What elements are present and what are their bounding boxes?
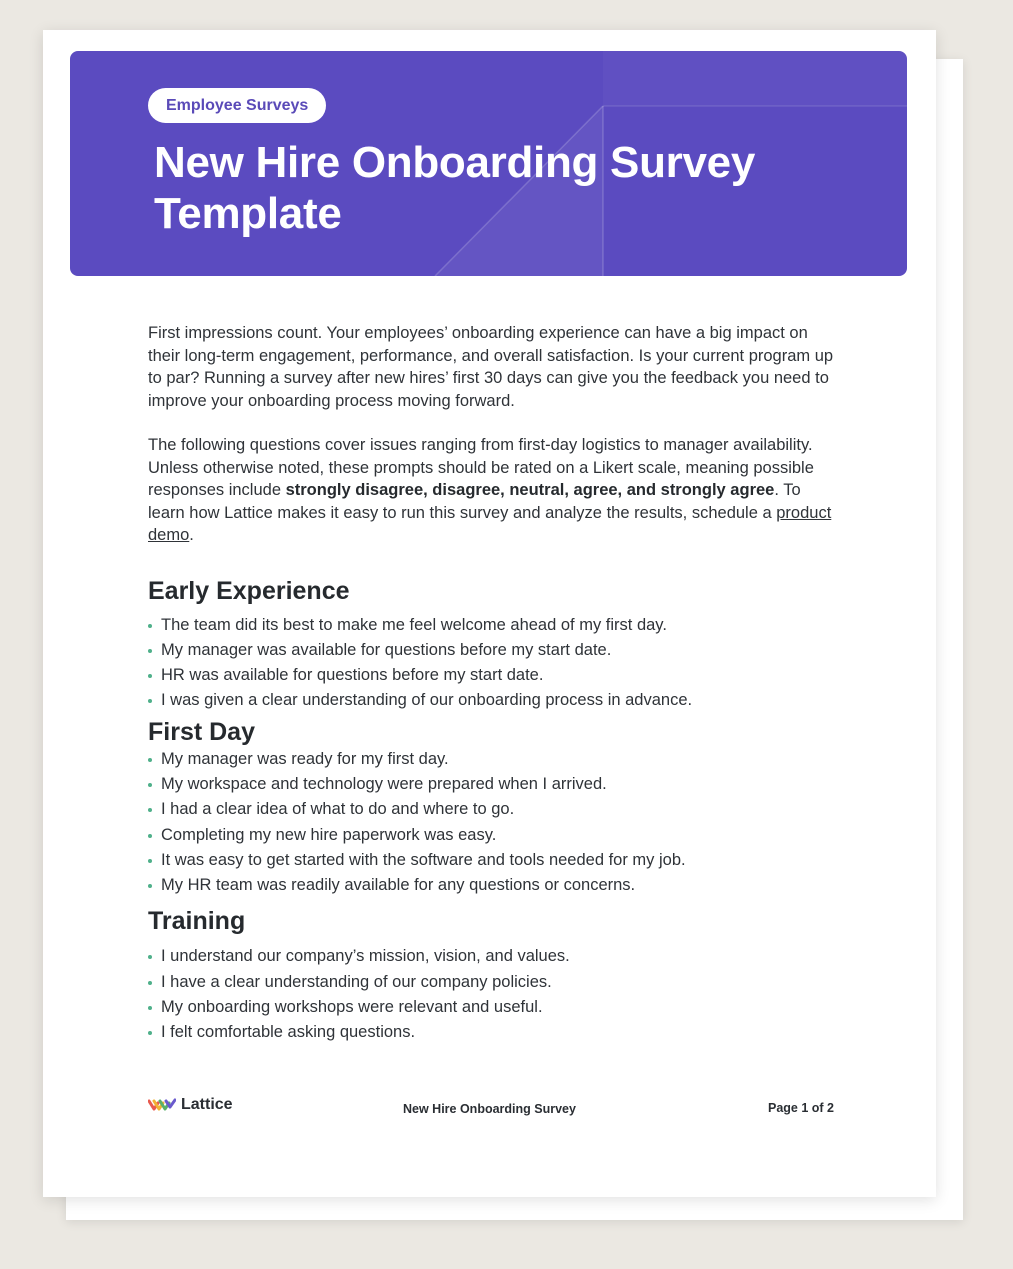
bullet-icon (148, 981, 152, 985)
list-item (148, 873, 838, 898)
bullet-icon (148, 624, 152, 628)
bullet-icon (148, 808, 152, 812)
likert-options: strongly disagree, disagree, neutral, agree, and strongly agree (285, 481, 775, 499)
question-text: My onboarding workshops were relevant and useful. (161, 998, 543, 1017)
question-text: The team did its best to make me feel welcome ahead of my first day. (161, 615, 667, 634)
question-list (148, 747, 838, 899)
question-text: I have a clear understanding of our company policies. (161, 972, 552, 991)
intro-text-before: The following questions cover issues ranging from first-day logistics to manager availability. Unless otherwise noted, these prompts should be rated on a Likert scale, meaning possible responses include (148, 436, 814, 499)
question-text: My manager was ready for my first day. (161, 749, 449, 768)
bullet-icon (148, 783, 152, 787)
question-list (148, 613, 838, 714)
logo-text: Lattice (181, 1096, 233, 1113)
question-text: I had a clear idea of what to do and where to go. (161, 800, 515, 819)
header-banner (70, 51, 907, 276)
list-item (148, 663, 838, 688)
list-item (148, 848, 838, 873)
list-item (148, 1020, 838, 1045)
question-text: I understand our company’s mission, vision, and values. (161, 947, 570, 966)
list-item (148, 823, 838, 848)
list-item (148, 772, 838, 797)
page-number: Page 1 of 2 (768, 1101, 834, 1115)
question-list (148, 944, 838, 1045)
lattice-logo-icon (148, 1096, 176, 1114)
list-item (148, 688, 838, 713)
list-item (148, 944, 838, 969)
intro-text-middle: . To learn how Lattice makes it easy to run this survey and analyze the results, schedule a (148, 481, 801, 522)
list-item (148, 613, 838, 638)
section-heading: First Day (148, 717, 255, 746)
bullet-icon (148, 649, 152, 653)
footer-document-title: New Hire Onboarding Survey (403, 1102, 576, 1116)
bullet-icon (148, 1031, 152, 1035)
lattice-logo (148, 1096, 233, 1114)
intro-text-end: . (189, 526, 194, 544)
question-text: HR was available for questions before my start date. (161, 666, 544, 685)
list-item (148, 995, 838, 1020)
bullet-icon (148, 955, 152, 959)
question-text: My manager was available for questions before my start date. (161, 640, 612, 659)
question-text: I was given a clear understanding of our onboarding process in advance. (161, 691, 693, 710)
bullet-icon (148, 834, 152, 838)
bullet-icon (148, 1006, 152, 1010)
list-item (148, 970, 838, 995)
category-tag: Employee Surveys (148, 88, 326, 123)
intro-paragraph-1: First impressions count. Your employees’ onboarding experience can have a big impact on their long-term engagement, performance, and overall satisfaction. Is your current program up to par? Running a survey after new hires’ first 30 days can give you the feedback you need to improve your onboarding process moving forward. (148, 324, 834, 410)
product-demo-link[interactable]: product demo (148, 503, 832, 544)
list-item (148, 747, 838, 772)
bullet-icon (148, 859, 152, 863)
section-heading: Early Experience (148, 576, 350, 605)
question-text: My workspace and technology were prepared when I arrived. (161, 774, 607, 793)
bullet-icon (148, 674, 152, 678)
main-content (148, 322, 838, 1046)
section-first-day (148, 717, 838, 899)
question-text: It was easy to get started with the software and tools needed for my job. (161, 850, 686, 869)
document-page (43, 30, 936, 1197)
list-item (148, 638, 838, 663)
section-early-experience (148, 576, 838, 714)
bullet-icon (148, 758, 152, 762)
section-training (148, 906, 838, 1045)
intro-paragraph-2 (148, 434, 838, 547)
list-item (148, 797, 838, 822)
question-text: I felt comfortable asking questions. (161, 1023, 416, 1042)
bullet-icon (148, 699, 152, 703)
question-text: My HR team was readily available for any questions or concerns. (161, 876, 636, 895)
page-title: New Hire Onboarding Survey Template (154, 138, 756, 238)
section-heading: Training (148, 907, 246, 936)
page-footer (148, 1096, 834, 1120)
question-text: Completing my new hire paperwork was easy. (161, 825, 497, 844)
bullet-icon (148, 884, 152, 888)
